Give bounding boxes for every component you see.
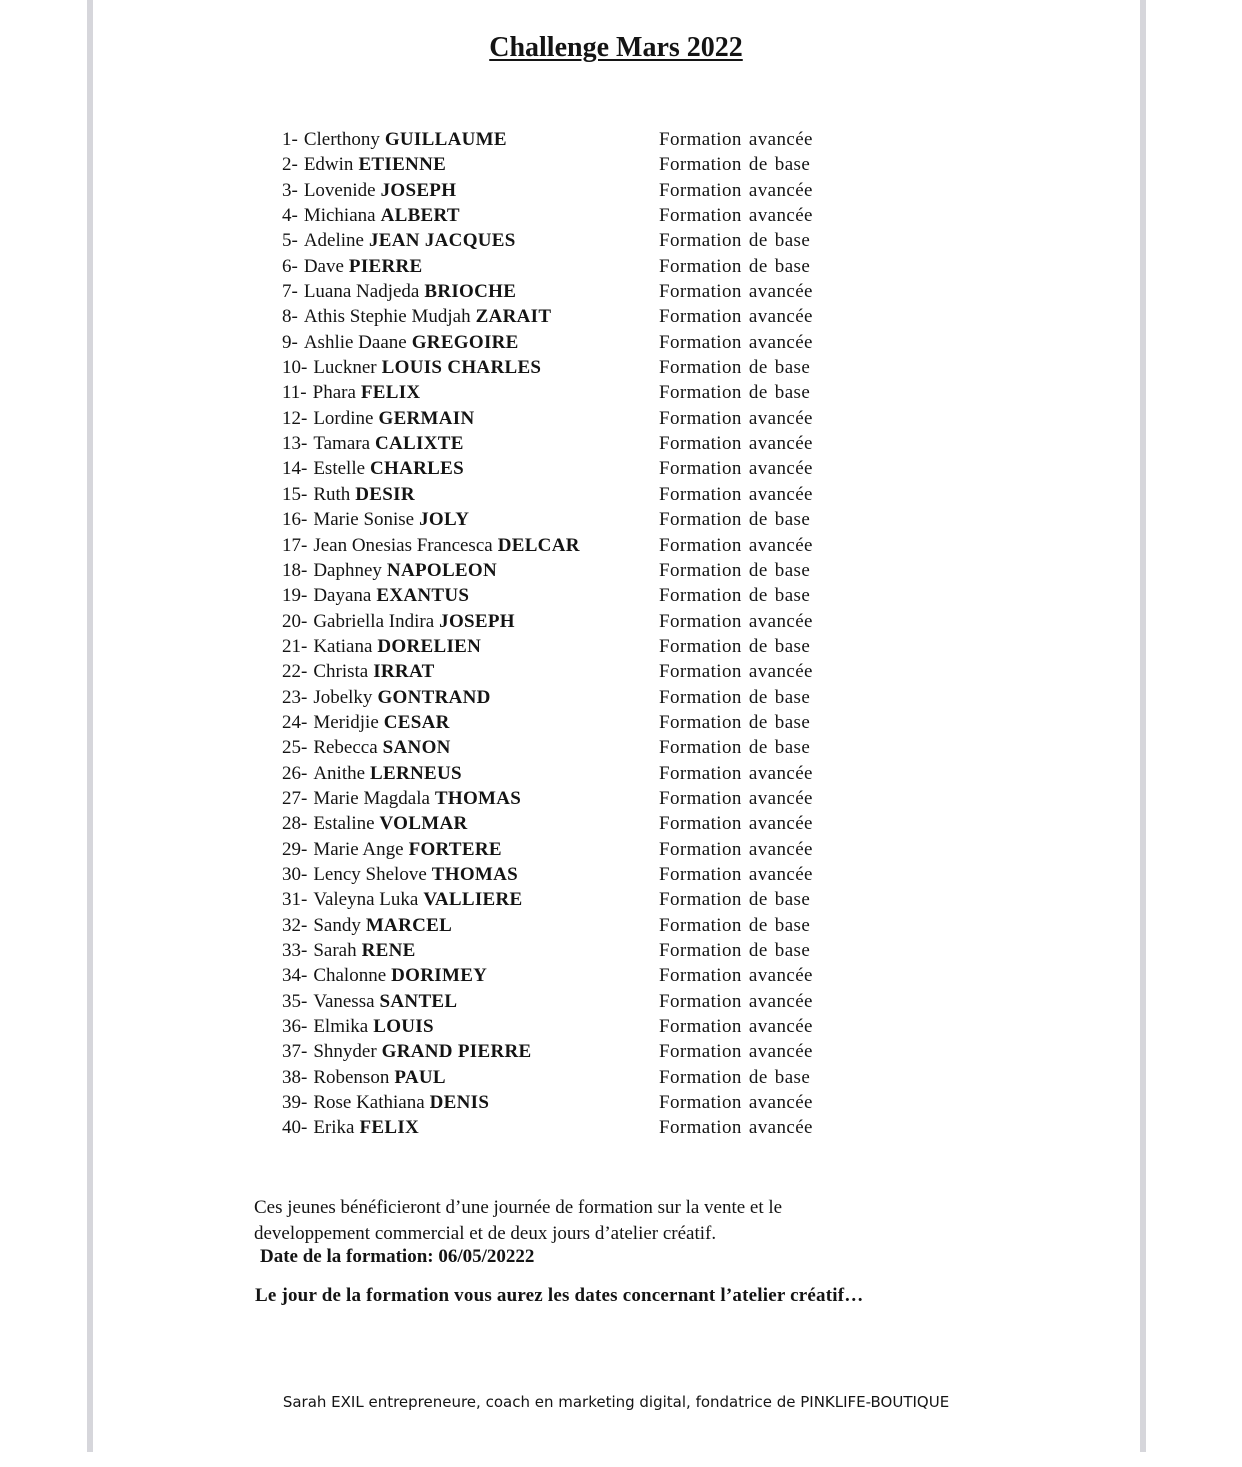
list-item [282,127,902,152]
formation-level: Formation avancée [659,534,813,556]
first-name: Elmika [313,1016,369,1038]
first-name: Michiana [303,205,376,227]
list-item [282,761,902,786]
first-name: Ashlie Daane [303,331,407,353]
item-number: 37- [282,1041,308,1063]
formation-level: Formation de base [659,940,811,961]
first-name: Gabriella Indira [313,610,435,632]
last-name: VALLIERE [423,889,523,911]
item-number: 38- [282,1066,308,1088]
first-name: Marie Sonise [313,509,415,531]
last-name: JOLY [419,509,470,531]
item-number: 39- [282,1092,308,1114]
last-name: RENE [361,940,416,961]
first-name: Luana Nadjeda [303,281,420,303]
formation-level: Formation avancée [659,610,813,632]
formation-level: Formation de base [659,255,811,277]
item-number: 8- [282,306,298,328]
last-name: LOUIS [373,1016,434,1038]
last-name: NAPOLEON [386,559,497,581]
last-name: DELCAR [497,534,580,556]
formation-level: Formation de base [659,509,811,531]
list-item [282,659,902,684]
item-number: 3- [282,179,298,201]
formation-level: Formation avancée [659,787,813,809]
formation-level: Formation avancée [659,331,813,353]
item-number: 23- [282,686,308,708]
first-name: Shnyder [313,1041,377,1063]
formation-level: Formation de base [659,711,811,733]
list-item [282,431,902,456]
footer-signature: Sarah EXIL entrepreneure, coach en marketing digital, fondatrice de PINKLIFE-BOUTIQUE [282,1393,950,1411]
last-name: VOLMAR [379,813,468,835]
list-item [282,406,902,431]
list-item [282,228,902,253]
list-item [282,203,902,228]
formation-level: Formation de base [659,585,811,607]
page-title: Challenge Mars 2022 [489,32,743,63]
list-item [282,507,902,532]
item-number: 19- [282,585,308,607]
participant-list [282,127,902,1141]
first-name: Dayana [313,585,372,607]
last-name: FORTERE [408,838,502,860]
list-item [282,938,902,963]
item-number: 40- [282,1117,308,1139]
list-item [282,304,902,329]
item-number: 22- [282,661,308,683]
formation-level: Formation avancée [659,990,813,1012]
last-name: THOMAS [431,863,519,885]
item-number: 21- [282,635,308,657]
formation-level: Formation de base [659,154,811,176]
list-item [282,152,902,177]
item-number: 34- [282,965,308,987]
formation-level: Formation de base [659,230,811,252]
list-item [282,963,902,988]
formation-level: Formation de base [659,914,811,936]
note-line-1: Ces jeunes bénéficieront d’une journée de formation sur la vente et le [254,1197,783,1218]
list-item [282,634,902,659]
first-name: Lordine [313,407,374,429]
last-name: ZARAIT [475,306,552,328]
formation-level: Formation avancée [659,205,813,227]
first-name: Phara [312,382,356,404]
list-item [282,1090,902,1115]
last-name: ALBERT [380,205,460,227]
item-number: 18- [282,559,308,581]
list-item [282,786,902,811]
item-number: 4- [282,205,298,227]
closing-note: Le jour de la formation vous aurez les dates concernant l’atelier créatif… [255,1285,864,1306]
item-number: 5- [282,230,298,252]
item-number: 33- [282,940,308,961]
first-name: Tamara [313,433,371,455]
last-name: CALIXTE [375,433,464,455]
first-name: Marie Ange [313,838,404,860]
list-item [282,482,902,507]
formation-level: Formation avancée [659,1016,813,1038]
formation-level: Formation avancée [659,433,813,455]
first-name: Athis Stephie Mudjah [303,306,471,328]
list-item [282,1039,902,1064]
list-item [282,811,902,836]
first-name: Rose Kathiana [313,1092,425,1114]
first-name: Estelle [313,458,366,480]
last-name: ETIENNE [358,154,447,176]
formation-level: Formation avancée [659,179,813,201]
list-item [282,735,902,760]
item-number: 12- [282,407,308,429]
last-name: GRAND PIERRE [381,1041,532,1063]
item-number: 26- [282,762,308,784]
item-number: 35- [282,990,308,1012]
item-number: 24- [282,711,308,733]
list-item [282,178,902,203]
list-item [282,685,902,710]
item-number: 17- [282,534,308,556]
first-name: Adeline [303,230,364,252]
list-item [282,330,902,355]
list-item [282,254,902,279]
last-name: LERNEUS [370,762,462,784]
first-name: Jean Onesias Francesca [313,534,493,556]
formation-level: Formation de base [659,686,811,708]
last-name: CESAR [383,711,450,733]
formation-level: Formation avancée [659,483,813,505]
first-name: Robenson [313,1066,390,1088]
training-note [254,1195,854,1246]
first-name: Jobelky [313,686,373,708]
first-name: Marie Magdala [313,787,430,809]
item-number: 2- [282,154,298,176]
list-item [282,279,902,304]
item-number: 27- [282,787,308,809]
last-name: DENIS [429,1092,490,1114]
formation-level: Formation avancée [659,838,813,860]
last-name: FELIX [360,382,421,404]
last-name: LOUIS CHARLES [381,357,542,379]
formation-level: Formation avancée [659,1041,813,1063]
item-number: 1- [282,129,298,150]
page-border-right [1140,0,1146,1452]
item-number: 28- [282,813,308,835]
last-name: SANON [382,737,451,759]
list-item [282,456,902,481]
note-line-2: developpement commercial et de deux jours d’atelier créatif. [254,1222,717,1244]
last-name: PAUL [394,1066,446,1088]
list-item [282,558,902,583]
list-item [282,913,902,938]
last-name: GREGOIRE [411,331,519,353]
last-name: CHARLES [370,458,464,480]
item-number: 31- [282,889,308,911]
last-name: SANTEL [379,990,458,1012]
last-name: GUILLAUME [384,129,507,150]
first-name: Valeyna Luka [313,889,419,911]
formation-level: Formation de base [659,1066,811,1088]
first-name: Edwin [303,154,354,176]
item-number: 10- [282,357,308,379]
formation-level: Formation avancée [659,129,813,150]
item-number: 16- [282,509,308,531]
list-item [282,355,902,380]
list-item [282,989,902,1014]
last-name: PIERRE [348,255,423,277]
last-name: IRRAT [373,661,435,683]
training-date: Date de la formation: 06/05/20222 [260,1246,535,1267]
formation-level: Formation avancée [659,813,813,835]
first-name: Christa [313,661,369,683]
list-item [282,837,902,862]
item-number: 32- [282,914,308,936]
first-name: Sarah [313,940,357,961]
formation-level: Formation avancée [659,407,813,429]
first-name: Clerthony [303,129,380,150]
first-name: Rebecca [313,737,378,759]
last-name: EXANTUS [376,585,470,607]
last-name: DORELIEN [377,635,482,657]
first-name: Lency Shelove [313,863,427,885]
item-number: 30- [282,863,308,885]
list-item [282,583,902,608]
first-name: Lovenide [303,179,376,201]
last-name: DORIMEY [391,965,488,987]
first-name: Katiana [313,635,373,657]
formation-level: Formation avancée [659,762,813,784]
last-name: JEAN JACQUES [368,230,516,252]
item-number: 11- [282,382,307,404]
item-number: 15- [282,483,308,505]
last-name: THOMAS [434,787,522,809]
last-name: JOSEPH [380,179,457,201]
last-name: JOSEPH [439,610,515,632]
first-name: Erika [313,1117,355,1139]
formation-level: Formation avancée [659,458,813,480]
list-item [282,862,902,887]
formation-level: Formation de base [659,889,811,911]
formation-level: Formation de base [659,635,811,657]
first-name: Luckner [313,357,377,379]
formation-level: Formation avancée [659,1117,813,1139]
item-number: 14- [282,458,308,480]
list-item [282,1014,902,1039]
last-name: BRIOCHE [424,281,517,303]
list-item [282,1065,902,1090]
page-border-left [87,0,93,1452]
item-number: 6- [282,255,298,277]
formation-level: Formation avancée [659,965,813,987]
formation-level: Formation avancée [659,281,813,303]
first-name: Meridjie [313,711,379,733]
list-item [282,533,902,558]
item-number: 36- [282,1016,308,1038]
formation-level: Formation de base [659,559,811,581]
formation-level: Formation de base [659,357,811,379]
first-name: Vanessa [313,990,375,1012]
item-number: 13- [282,433,308,455]
list-item [282,380,902,405]
last-name: GONTRAND [377,686,491,708]
first-name: Ruth [313,483,351,505]
first-name: Sandy [313,914,361,936]
item-number: 7- [282,281,298,303]
list-item [282,887,902,912]
formation-level: Formation avancée [659,306,813,328]
item-number: 20- [282,610,308,632]
list-item [282,609,902,634]
item-number: 25- [282,737,308,759]
item-number: 29- [282,838,308,860]
formation-level: Formation avancée [659,661,813,683]
formation-level: Formation avancée [659,863,813,885]
formation-level: Formation de base [659,382,811,404]
first-name: Anithe [313,762,366,784]
formation-level: Formation avancée [659,1092,813,1114]
first-name: Estaline [313,813,375,835]
list-item [282,1115,902,1140]
list-item [282,710,902,735]
last-name: GERMAIN [378,407,475,429]
last-name: DESIR [355,483,415,505]
first-name: Daphney [313,559,382,581]
first-name: Dave [303,255,344,277]
last-name: FELIX [359,1117,420,1139]
last-name: MARCEL [365,914,453,936]
item-number: 9- [282,331,298,353]
first-name: Chalonne [313,965,387,987]
formation-level: Formation de base [659,737,811,759]
